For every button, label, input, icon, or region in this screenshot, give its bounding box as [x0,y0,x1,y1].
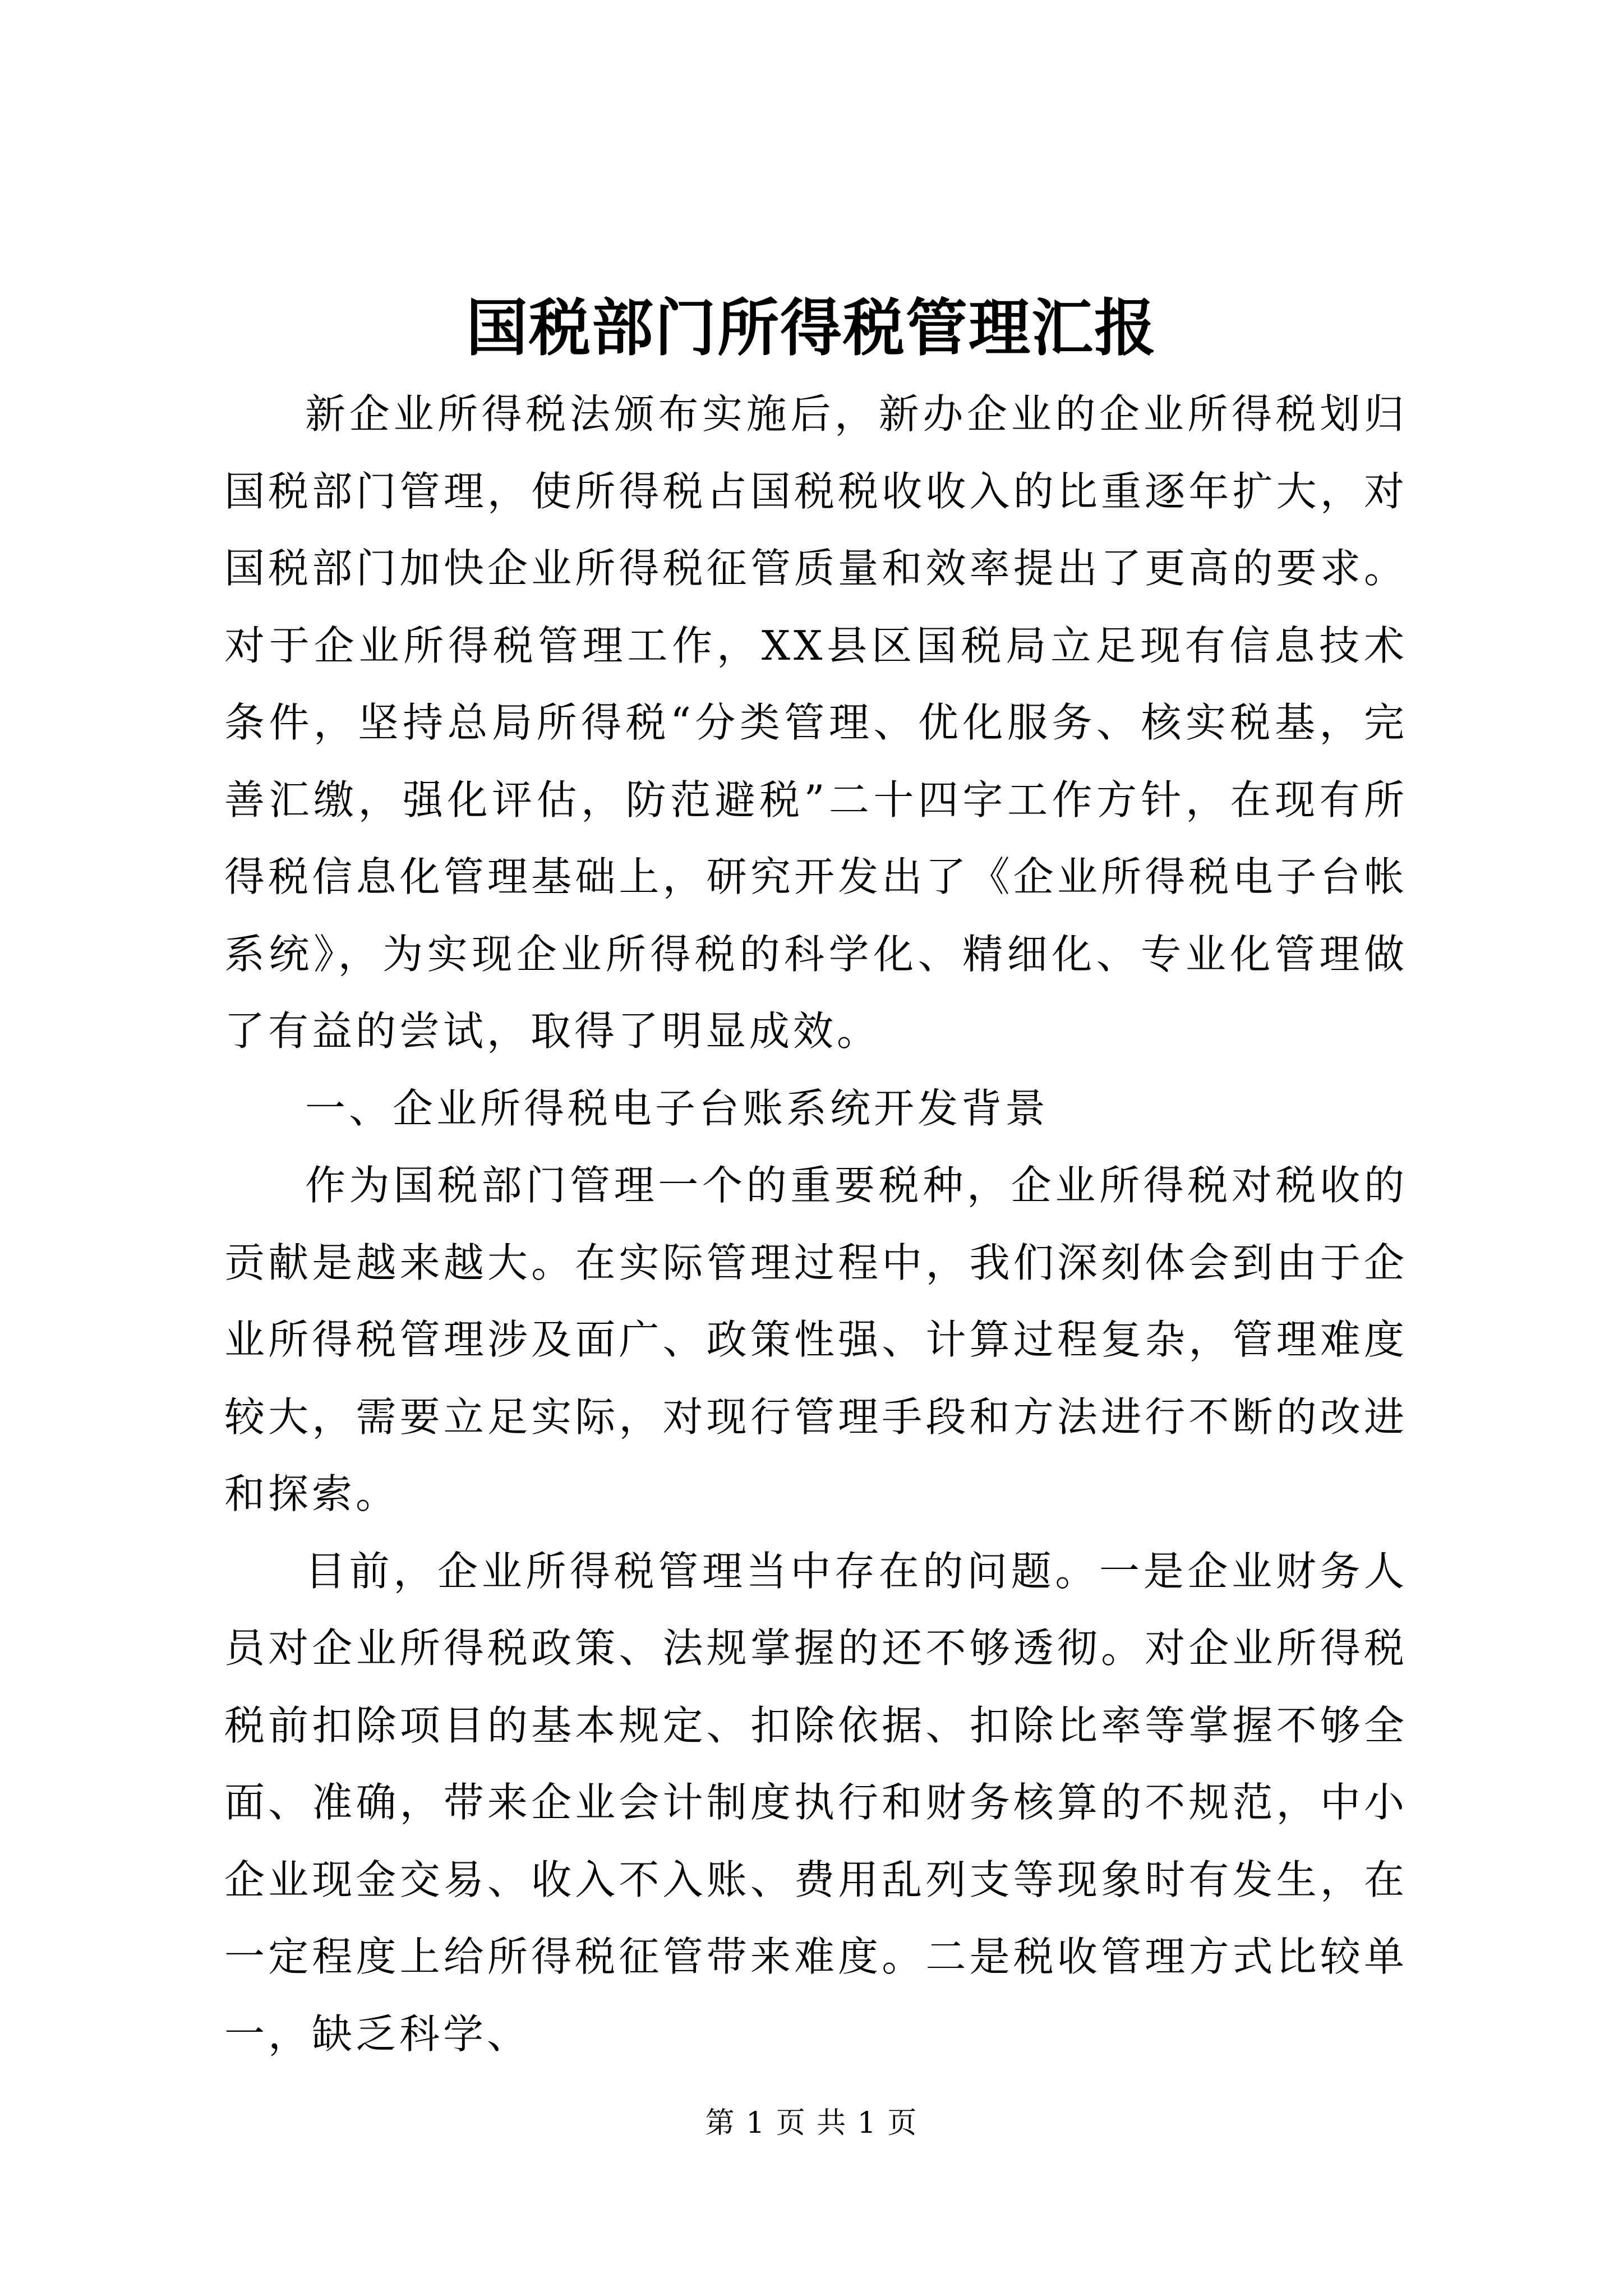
paragraph-background: 作为国税部门管理一个的重要税种，企业所得税对税收的贡献是越来越大。在实际管理过程中，我们深刻体会到由于企业所得税管理涉及面广、政策性强、计算过程复杂，管理难度较大，需要立足实际，对现行管理手段和方法进行不断的改进和探索。 [224,1162,1408,1517]
document-title: 国税部门所得税管理汇报 [466,292,1157,364]
page-footer: 第 1 页 共 1 页 [705,2106,918,2140]
document-body [224,376,1408,2073]
paragraph-problems: 目前，企业所得税管理当中存在的问题。一是企业财务人员对企业所得税政策、法规掌握的还不够透彻。对企业所得税税前扣除项目的基本规定、扣除依据、扣除比率等掌握不够全面、准确，带来企业会计制度执行和财务核算的不规范，中小企业现金交易、收入不入账、费用乱列支等现象时有发生，在一定程度上给所得税征管带来难度。二是税收管理方式比较单一，缺乏科学、 [224,1547,1408,2058]
section-heading-1: 一、企业所得税电子台账系统开发背景 [305,1084,1049,1132]
paragraph-intro: 新企业所得税法颁布实施后，新办企业的企业所得税划归国税部门管理，使所得税占国税税收收入的比重逐年扩大，对国税部门加快企业所得税征管质量和效率提出了更高的要求。对于企业所得税管理工作，XX县区国税局立足现有信息技术条件，坚持总局所得税“分类管理、优化服务、核实税基，完善汇缴，强化评估，防范避税”二十四字工作方针，在现有所得税信息化管理基础上，研究开发出了《企业所得税电子台帐系统》，为实现企业所得税的科学化、精细化、专业化管理做了有益的尝试，取得了明显成效。 [224,390,1408,1055]
